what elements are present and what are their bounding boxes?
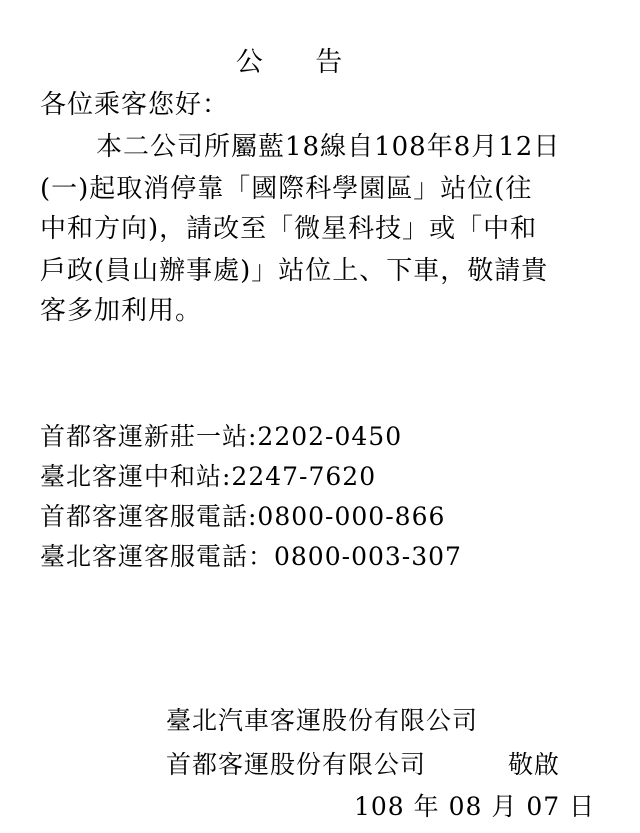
contact-line: 首都客運客服電話:0800-000-866 (40, 502, 446, 531)
signature-company-taipei-bus: 臺北汽車客運股份有限公司 (166, 706, 479, 735)
contact-line: 臺北客運客服電話：0800-003-307 (40, 542, 462, 571)
contact-line: 首都客運新莊一站:2202-0450 (40, 422, 403, 451)
body-line: (一)起取消停靠「國際科學園區」站位(往 (40, 174, 533, 204)
body-line: 客多加利用。 (40, 296, 203, 326)
signature-company-capital-bus: 首都客運股份有限公司 (166, 750, 427, 779)
notice-title: 公 告 (235, 47, 365, 78)
greeting: 各位乘客您好： (40, 90, 230, 120)
body-line: 本二公司所屬藍18線自108年8月12日 (96, 132, 561, 162)
contact-line: 臺北客運中和站:2247-7620 (40, 462, 377, 491)
signature-date: 108 年 08 月 07 日 (354, 792, 596, 821)
body-line: 中和方向)，請改至「微星科技」或「中和 (40, 214, 538, 244)
body-line: 戶政(員山辦事處)」站位上、下車，敬請貴 (40, 256, 549, 286)
signature-closing: 敬啟 (508, 750, 561, 779)
